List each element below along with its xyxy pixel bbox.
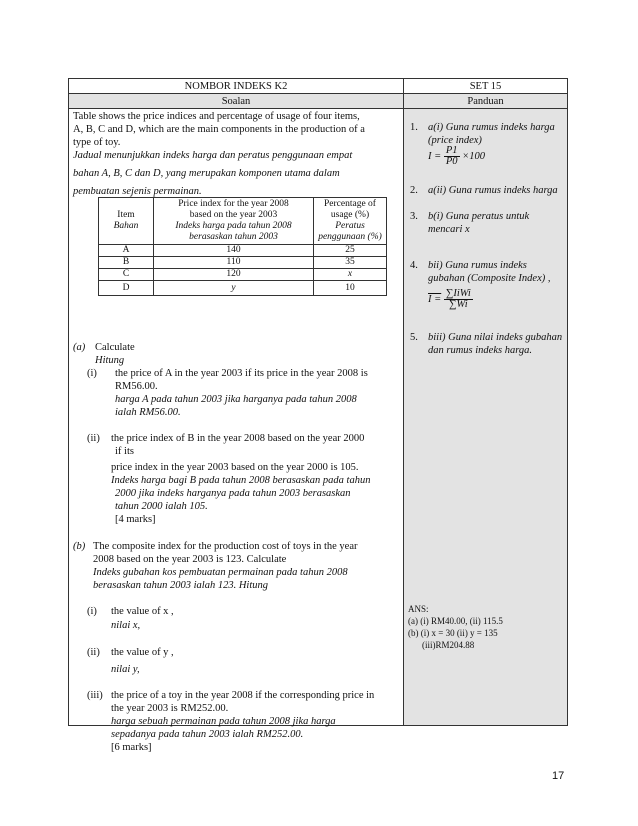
guide-column <box>404 109 567 725</box>
intro-en-line: Table shows the price indices and percentage of usage of four items, <box>73 111 360 122</box>
cell-pct: 10 <box>314 281 387 296</box>
part-a-i-text: the price of A in the year 2003 if its price in the year 2008 is <box>115 368 368 379</box>
part-a-hitung: Hitung <box>95 355 125 366</box>
part-a-ii-text: price index in the year 2003 based on the year 2000 is 105. <box>111 462 359 473</box>
part-a-marks: [4 marks] <box>115 514 156 525</box>
guide-3-text: mencari x <box>428 224 470 235</box>
part-b-label: (b) <box>73 541 86 552</box>
cell-price: 110 <box>154 257 314 269</box>
part-b-ii-text: the value of y , <box>111 647 174 658</box>
intro-ms-line: pembuatan sejenis permainan. <box>73 186 202 197</box>
part-a-i-ms: harga A pada tahun 2003 jika harganya pada tahun 2008 <box>115 394 357 405</box>
part-a-calculate: Calculate <box>95 342 135 353</box>
table-row <box>99 281 387 296</box>
question-column <box>69 109 404 753</box>
cell-item: A <box>99 245 154 257</box>
guide-2-text: a(ii) Guna rumus indeks harga <box>428 185 558 196</box>
answer-line: (a) (i) RM40.00, (ii) 115.5 <box>408 616 503 626</box>
col-header-price-ms: Indeks harga pada tahun 2008 <box>175 221 292 231</box>
cell-pct: 25 <box>314 245 387 257</box>
formula-lhs: I = <box>428 294 442 305</box>
guide-3-text: b(i) Guna peratus untuk <box>428 211 530 222</box>
col-header-price-ms: berasaskan tahun 2003 <box>189 232 278 242</box>
guide-1-text: (price index) <box>428 135 482 146</box>
answer-line: (iii)RM204.88 <box>422 640 475 650</box>
cell-item: D <box>99 281 154 296</box>
answers-title: ANS: <box>408 604 429 614</box>
guide-5-text: biii) Guna nilai indeks gubahan <box>428 332 563 343</box>
question-sheet <box>68 78 568 753</box>
cell-pct: 35 <box>314 257 387 269</box>
part-a-ii-label: (ii) <box>87 433 100 444</box>
part-a-ii-ms: tahun 2000 ialah 105. <box>115 501 208 512</box>
price-index-formula <box>428 146 485 168</box>
guide-1-number: 1. <box>410 122 418 133</box>
formula-fraction <box>444 146 460 167</box>
part-b-iii-ms: sepadanya pada tahun 2003 ialah RM252.00. <box>111 729 304 740</box>
part-b-ms: Indeks gubahan kos pembuatan permainan pada tahun 2008 <box>93 567 348 578</box>
guide-4-number: 4. <box>410 260 418 271</box>
guide-3-number: 3. <box>410 211 418 222</box>
part-b-i-label: (i) <box>87 606 97 617</box>
part-b-iii-text: the price of a toy in the year 2008 if the corresponding price in <box>111 690 375 701</box>
guide-4-text: bii) Guna rumus indeks <box>428 260 527 271</box>
cell-pct: x <box>314 269 387 281</box>
part-a-label: (a) <box>73 342 86 353</box>
part-b-ii-ms: nilai y, <box>111 664 140 675</box>
part-a-i-text: RM56.00. <box>115 381 158 392</box>
intro-en-line: type of toy. <box>73 137 121 148</box>
table-row <box>99 269 387 281</box>
part-a-i-label: (i) <box>87 368 97 379</box>
col-header-pct: Percentage of <box>324 199 376 209</box>
part-b-ii-label: (ii) <box>87 647 100 658</box>
cell-price: 120 <box>154 269 314 281</box>
col-header-price: Price index for the year 2008 <box>178 199 289 209</box>
header-panduan: Panduan <box>404 94 567 109</box>
guide-4-text: gubahan (Composite Index) , <box>428 273 551 284</box>
part-b-iii-text: the year 2003 is RM252.00. <box>111 703 229 714</box>
table-row <box>99 257 387 269</box>
cell-price: y <box>154 281 314 296</box>
col-header-item-ms: Bahan <box>113 221 139 231</box>
col-header-item: Item <box>117 210 135 220</box>
part-b-i-text: the value of x , <box>111 606 174 617</box>
formula-numerator: P1 <box>445 145 458 157</box>
part-b-i-ms: nilai x, <box>111 620 141 631</box>
intro-en-line: A, B, C and D, which are the main components in the production of a <box>73 124 365 135</box>
part-b-text: 2008 based on the year 2003 is 123. Calculate <box>93 554 287 565</box>
part-a-i-ms: ialah RM56.00. <box>115 407 181 418</box>
header-title-right: SET 15 <box>404 79 567 94</box>
table-header-row <box>99 198 387 245</box>
cell-price: 140 <box>154 245 314 257</box>
header-title-left: NOMBOR INDEKS K2 <box>69 79 404 94</box>
formula-denominator: P0 <box>445 156 458 168</box>
formula-lhs: I = <box>428 151 442 162</box>
part-a-ii-ms: 2000 jika indeks harganya pada tahun 2003 berasaskan <box>115 488 351 499</box>
formula-numerator: ∑IiWi <box>445 288 471 300</box>
part-a-ii-text: the price index of B in the year 2008 based on the year 2000 <box>111 433 365 444</box>
col-header-pct-ms: Peratus <box>335 221 365 231</box>
composite-index-formula <box>428 287 473 313</box>
part-b-ms: berasaskan tahun 2003 ialah 123. Hitung <box>93 580 268 591</box>
data-table <box>98 197 387 296</box>
intro-ms-line: Jadual menunjukkan indeks harga dan peratus penggunaan empat <box>73 150 353 161</box>
part-b-iii-ms: harga sebuah permainan pada tahun 2008 jika harga <box>111 716 336 727</box>
guide-1-text: a(i) Guna rumus indeks harga <box>428 122 555 133</box>
header-soalan: Soalan <box>69 94 404 109</box>
part-b-marks: [6 marks] <box>111 742 152 753</box>
part-a-ii-text: if its <box>115 446 134 457</box>
cell-item: B <box>99 257 154 269</box>
page-number: 17 <box>552 770 565 782</box>
formula-denominator: ∑Wi <box>449 299 468 311</box>
answer-line: (b) (i) x = 30 (ii) y = 135 <box>408 628 498 638</box>
formula-fraction <box>444 289 473 310</box>
part-a-ii-ms: Indeks harga bagi B pada tahun 2008 berasaskan pada tahun <box>111 475 371 486</box>
guide-5-number: 5. <box>410 332 418 343</box>
col-header-price: based on the year 2003 <box>189 210 278 220</box>
intro-ms-line: bahan A, B, C dan D, yang merupakan komponen utama dalam <box>73 168 340 179</box>
part-b-text: The composite index for the production cost of toys in the year <box>93 541 358 552</box>
col-header-pct-ms: penggunaan (%) <box>318 232 382 242</box>
guide-5-text: dan rumus indeks harga. <box>428 345 533 356</box>
col-header-pct: usage (%) <box>330 210 370 220</box>
cell-item: C <box>99 269 154 281</box>
guide-2-number: 2. <box>410 185 418 196</box>
formula-multiplier: ×100 <box>462 151 485 162</box>
part-b-iii-label: (iii) <box>87 690 103 701</box>
table-row <box>99 245 387 257</box>
